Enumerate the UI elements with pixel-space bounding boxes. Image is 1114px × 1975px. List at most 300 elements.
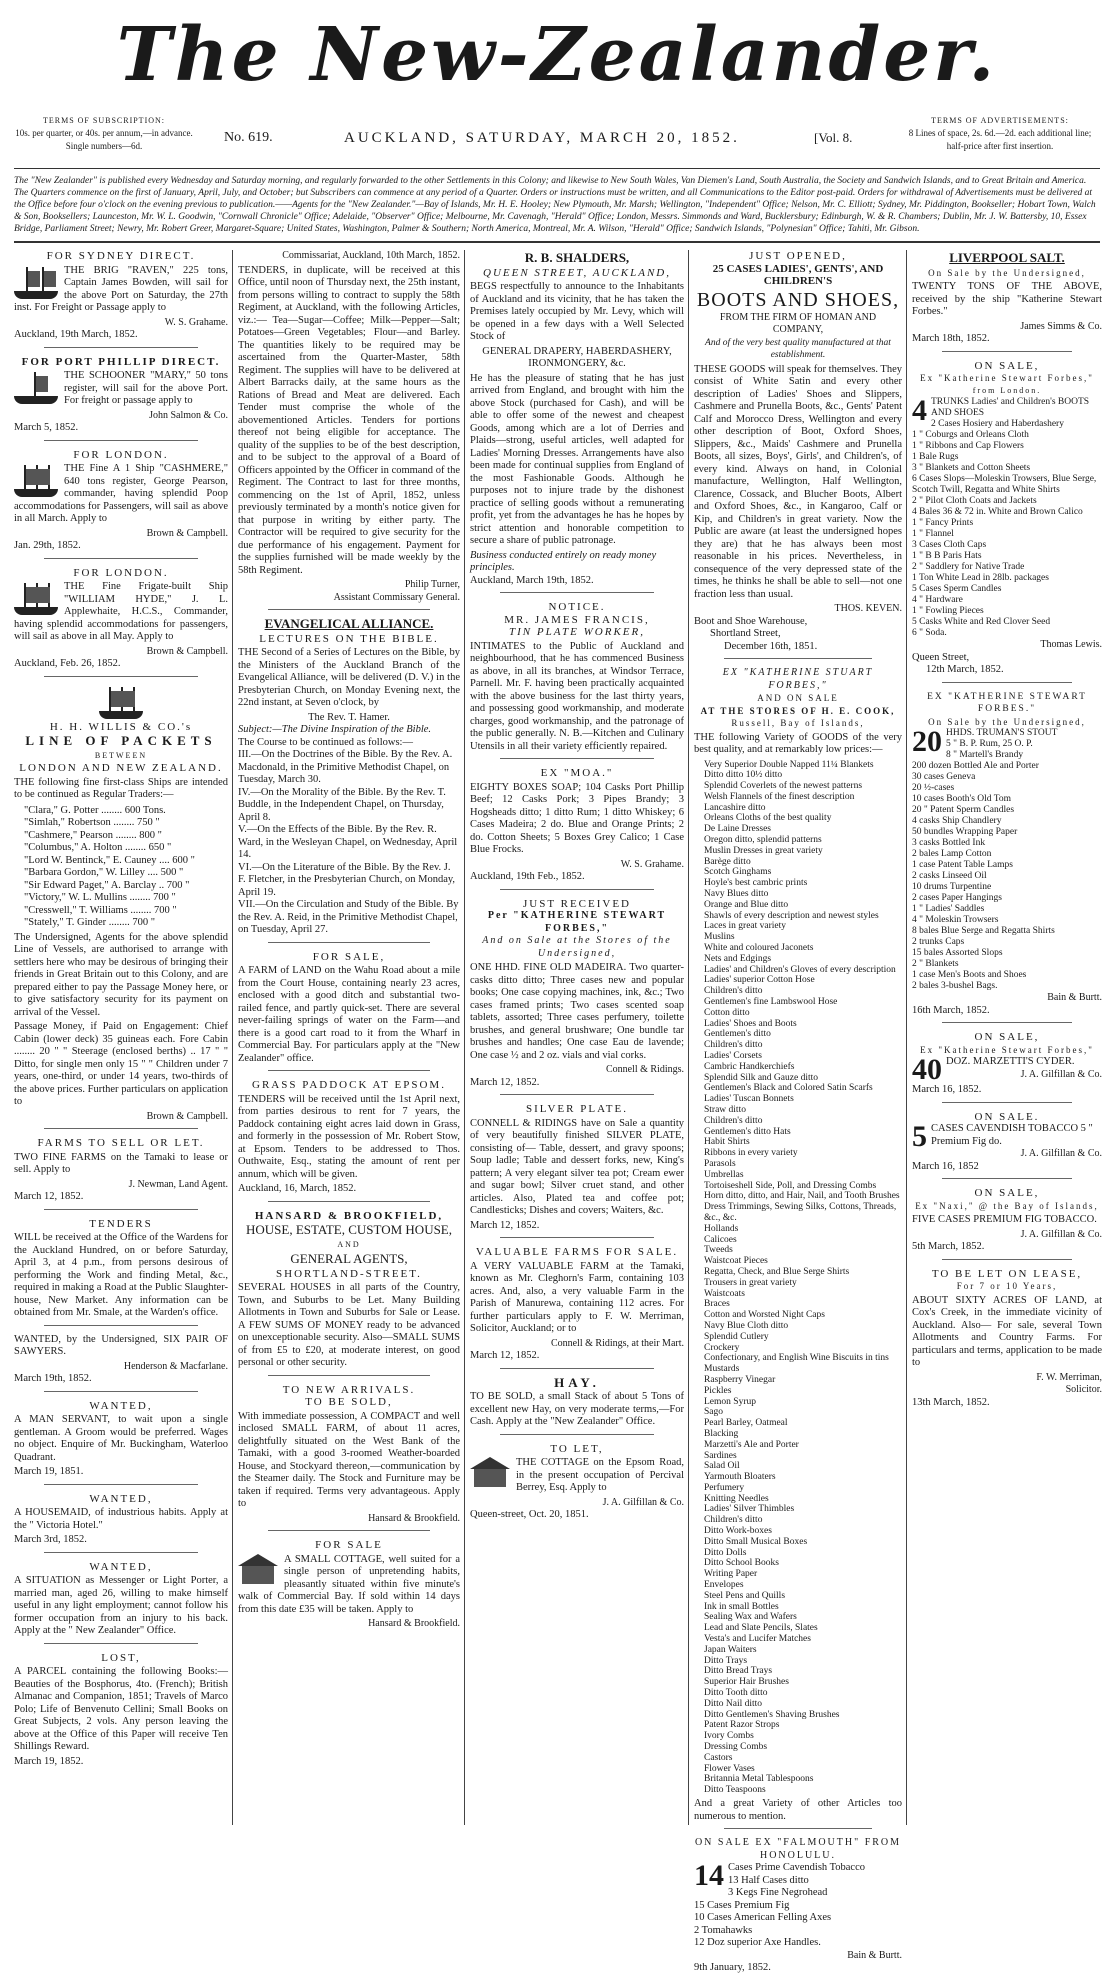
- ad-london-cashmere: [14, 449, 228, 559]
- ad-body: INTIMATES to the Public of Auckland and neighbourhood, that he has commenced Business as above, in all its branches, at Windsor Terrace, Parnell. Mr. F. having been practically acquainted with the above business for the last thirty years, and possessing good workmanship, and moderate charges, good workmanship, and the patronage of the public generally. N. B.—Kitchen and Culinary Utensils in all their variety efficiently repaired.: [470, 640, 684, 752]
- ad-subheading: Per "KATHERINE STEWART FORBES,": [487, 910, 667, 934]
- ad-london-william-hyde: [14, 567, 228, 677]
- list-item: Ditto Bread Trays: [704, 1666, 773, 1677]
- list-item: III.—On the Doctrines of the Bible. By the Rev. A. Macdonald, in the Primitive Methodist Chapel, on Tuesday, March 30.: [238, 749, 453, 785]
- ad-heading: JUST RECEIVED: [523, 897, 631, 910]
- ad-to-let: [470, 1443, 684, 1522]
- ad-date: Queen-street, Oct. 20, 1851.: [470, 1509, 589, 1520]
- list-item: Ditto Tooth ditto: [704, 1688, 768, 1699]
- list-item: 1 case Patent Table Lamps: [912, 860, 1013, 870]
- list-item: Trousers in great variety: [704, 1277, 797, 1288]
- list-item: Raspberry Vinegar: [704, 1374, 776, 1385]
- ad-date: March 19th, 1852.: [14, 1373, 92, 1384]
- list-item: 4 " Moleskin Trowsers: [912, 915, 999, 925]
- ad-body: BEGS respectfully to announce to the Inhabitants of Auckland and its vicinity, that he has taken the Premises lately occupied by Mr. Levy, which will be opened in a few days with a Well Selected Stock of: [470, 281, 684, 342]
- list-item: 1 " Flannel: [912, 529, 954, 539]
- ship-icon: [14, 370, 58, 404]
- ad-just-received: [470, 898, 684, 1096]
- ad-address: SHORTLAND-STREET.: [276, 1267, 422, 1280]
- list-item: Salad Oil: [704, 1461, 740, 1472]
- ad-body: A SITUATION as Messenger or Light Porter, a married man, aged 26, willing to make himself useful in any light employment; cannot follow his former occupation from an injury to his back. Apply at the " New Zealander" Office.: [14, 1575, 228, 1636]
- ad-heading: FOR SYDNEY DIRECT.: [46, 250, 196, 262]
- ad-body: WILL be received at the Office of the Wardens for the Auckland Hundred, on or before Saturday, April 3, at 4 p.m., from persons desirous of performing the Work and finding Metal, &c., required in making a Road at the Public Slaughter-house, New Market. Any information can be obtained from Mr. Smale, at the Warden's office.: [14, 1232, 228, 1318]
- list-item: Blacking: [704, 1428, 739, 1439]
- advertising-terms: [900, 114, 1100, 153]
- list-item: Ditto Gentlemen's Shaving Brushes: [704, 1709, 840, 1720]
- ad-trunks: [912, 360, 1102, 683]
- ad-heading: EVANGELICAL ALLIANCE.: [264, 616, 434, 631]
- ad-firm: FROM THE FIRM OF HOMAN AND COMPANY,: [719, 311, 877, 335]
- list-item: 50 bundles Wrapping Paper: [912, 827, 1018, 837]
- ad-date: Jan. 29th, 1852.: [14, 540, 81, 551]
- ad-date: 13th March, 1852.: [912, 1396, 990, 1408]
- list-item: Very Superior Double Napped 11¼ Blankets: [704, 759, 874, 770]
- ad-date: March 12, 1852.: [470, 1219, 540, 1231]
- cottage-icon: [470, 1457, 510, 1487]
- issue-info-bar: [14, 114, 1100, 162]
- ad-date: March 16, 1852.: [912, 1084, 982, 1095]
- list-item: 30 cases Geneva: [912, 772, 976, 782]
- ad-signature: Connell & Ridings.: [605, 1064, 684, 1075]
- list-item: Ladies' Silver Thimbles: [704, 1504, 795, 1515]
- ad-signature: J. A. Gilfillan & Co.: [1020, 1148, 1102, 1159]
- ad-subheading: TO BE SOLD,: [305, 1396, 393, 1408]
- ad-body: THE COTTAGE on the Epsom Road, in the present occupation of Percival Berrey, Esq. Apply to: [516, 1457, 684, 1493]
- ad-heading: ON SALE,: [974, 1187, 1040, 1199]
- list-item: Cotton ditto: [704, 1007, 750, 1018]
- list-item: Scotch Ginghams: [704, 867, 772, 878]
- list-item: Lemon Syrup: [704, 1396, 756, 1407]
- ad-body: DOZ. MARZETTI'S CYDER.: [946, 1056, 1075, 1067]
- list-item: De Laine Dresses: [704, 824, 772, 835]
- list-item: 1 case Men's Boots and Shoes: [912, 970, 1027, 980]
- ad-heading: H. H. WILLIS & CO.'s: [49, 720, 193, 733]
- list-item: Envelopes: [704, 1580, 744, 1591]
- ad-date: March 12, 1852.: [14, 1191, 84, 1202]
- ad-date: Auckland, 19th Feb., 1852.: [470, 871, 585, 882]
- list-item: Ditto Trays: [704, 1655, 748, 1666]
- ship-icon: [99, 685, 143, 719]
- ad-hay: [470, 1374, 684, 1435]
- ad-body: SEVERAL HOUSES in all parts of the Country, Town, and Suburbs to be Let. Many Building Allotments in Town and Suburbs for Sale or Lease. A FEW SUMS OF MONEY ready to be advanced on unexceptionable security. Also—SMALL SUMS of from £5 to £20, at moderate interest, on good personal or other security.: [238, 1282, 460, 1368]
- list-item: 20 " Patent Sperm Candles: [912, 805, 1015, 815]
- ad-headline: BOOTS AND SHOES,: [696, 288, 900, 311]
- list-item: Muslin Dresses in great variety: [704, 845, 823, 856]
- list-item: 13 Half Cases ditto: [728, 1874, 809, 1886]
- adv-rate: 8 Lines of space, 2s. 6d.—2d. each additional line;: [908, 128, 1092, 138]
- list-item: 2 bales 3-bushel Bags.: [912, 981, 998, 991]
- list-item: "Cresswell," T. Williams ........ 700 ": [24, 904, 177, 916]
- ad-address: Shortland Street,: [710, 628, 781, 639]
- list-item: Crockery: [704, 1342, 740, 1353]
- ad-stock: GENERAL DRAPERY, HABERDASHERY, IRONMONGERY, &c.: [482, 345, 672, 369]
- list-item: 2 " Saddlery for Native Trade: [912, 562, 1025, 572]
- list-item: Ivory Combs: [704, 1731, 754, 1742]
- ad-body: CONNELL & RIDINGS have on Sale a quantity of very beautifully finished SILVER PLATE, consisting of— Table, dessert, and gravy spoons; Soup ladle; Table and dessert forks, new, King's pattern; A very elegant silver tea pot; Cream ewer and sugar bowl; Silver cruet stand, and other articles. Also, Plated tea and coffee pot; Candlesticks; Dishes and covers; Waiters, &c.: [470, 1117, 684, 1216]
- ad-heading: FOR LONDON.: [73, 566, 169, 579]
- ad-stores: And on Sale at the Stores of the Undersigned,: [482, 935, 672, 959]
- ad-body: A HOUSEMAID, of industrious habits. Apply at the " Victoria Hotel.": [14, 1507, 228, 1531]
- list-item: Regatta, Check, and Blue Serge Shirts: [704, 1266, 850, 1277]
- ad-trade: TIN PLATE WORKER,: [509, 626, 645, 638]
- ad-heading: VALUABLE FARMS FOR SALE.: [475, 1246, 679, 1258]
- ad-signature: W. S. Grahame.: [620, 858, 684, 870]
- list-item: Hollands: [704, 1223, 739, 1234]
- list-item: Dressing Combs: [704, 1742, 768, 1753]
- list-item: Lead and Slate Pencils, Slates: [704, 1623, 818, 1634]
- ad-body: CASES CAVENDISH TOBACCO 5 " Premium Fig do.: [931, 1123, 1093, 1147]
- column-1: [14, 250, 228, 1825]
- list-item: Confectionary, and English Wine Biscuits in tins: [704, 1353, 889, 1364]
- ad-fig-tobacco: [912, 1187, 1102, 1260]
- list-item: "Sir Edward Paget," A. Barclay .. 700 ": [24, 879, 190, 891]
- ad-heading: ON SALE,: [974, 1031, 1040, 1043]
- ad-grass-paddock: [238, 1079, 460, 1202]
- ad-falmouth: [694, 1837, 902, 1975]
- list-item: Waistcoat Pieces: [704, 1256, 768, 1267]
- list-item: 2 " Blankets: [912, 959, 959, 969]
- trunk-list: [912, 394, 1102, 639]
- list-item: Gentlemen's ditto: [704, 1029, 771, 1040]
- ad-katherine-goods: [694, 667, 902, 1829]
- ad-body: ABOUT SIXTY ACRES OF LAND, at Cox's Creek, in the immediate vicinity of Auckland. Also— For sale, several Town Allotments and Country Farms. For particulars and terms, application to be made to: [912, 1294, 1102, 1368]
- list-item: "Columbus," A. Holton ........ 650 ": [24, 842, 172, 853]
- list-item: 20 ½-cases: [912, 783, 955, 793]
- ad-signature: F. W. Merriman,: [1036, 1371, 1102, 1383]
- ad-wanted-housemaid: [14, 1493, 228, 1553]
- terms-heading: TERMS OF SUBSCRIPTION:: [42, 116, 166, 125]
- dateline: AUCKLAND, SATURDAY, MARCH 20, 1852.: [344, 130, 740, 146]
- ad-body: WANTED, by the Undersigned, SIX PAIR OF SAWYERS.: [14, 1333, 228, 1357]
- list-item: Lancashire ditto: [704, 802, 766, 813]
- ad-heading: LOST,: [101, 1651, 141, 1664]
- ad-ex-moa: [470, 767, 684, 890]
- ad-body: A MAN SERVANT, to wait upon a single gentleman. A Groom would be preferred. Wages no object. Enquire of Mr. Buckingham, Waterloo Quadrant.: [14, 1414, 228, 1463]
- list-item: 5 Cases Sperm Candles: [912, 584, 1002, 594]
- list-item: Orange and Blue ditto: [704, 899, 789, 910]
- ad-body: A SMALL COTTAGE, well suited for a single person of unpretending habits, pleasantly situated within five minute's walk of Commercial Bay. If sold within 14 days from this date £35 will be taken. Apply to: [238, 1553, 460, 1615]
- list-item: 4 casks Ship Chandlery: [912, 816, 1002, 826]
- list-item: Umbrellas: [704, 1169, 744, 1180]
- list-item: 2 cases Paper Hangings: [912, 893, 1002, 903]
- ad-body: THE following fine first-class Ships are intended to be continued as Regular Traders:—: [14, 776, 228, 800]
- ad-heading: FARMS TO SELL OR LET.: [37, 1137, 205, 1149]
- list-item: Dress Trimmings, Sewing Silks, Cottons, Threads, &c., &c.: [704, 1202, 897, 1223]
- ad-date: December 16th, 1851.: [724, 640, 818, 652]
- list-item: Ladies' superior Cotton Hose: [704, 975, 815, 986]
- ad-date: 12th March, 1852.: [926, 664, 1004, 675]
- column-rule: [906, 250, 907, 1825]
- list-item: Ladies' Shoes and Boots: [704, 1018, 797, 1029]
- list-item: V.—On the Effects of the Bible. By the Rev. R. Ward, in the Wesleyan Chapel, on Wednesday, April 14.: [238, 824, 458, 860]
- ad-signature-title: Solicitor.: [1065, 1384, 1102, 1395]
- ad-body: THE Fine A 1 Ship "CASHMERE," 640 tons register, George Pearson, commander, having splendid Poop accommodations for Passengers, will sail as above in all March. Apply to: [14, 463, 228, 524]
- ad-signature: Bain & Burtt.: [847, 1949, 902, 1961]
- ad-cavendish: [912, 1111, 1102, 1180]
- ad-subheading: HOUSE, ESTATE, CUSTOM HOUSE,: [245, 1222, 452, 1237]
- list-item: 15 Cases Premium Fig: [694, 1899, 790, 1911]
- ad-signature-title: Assistant Commissary General.: [333, 591, 460, 603]
- ad-subheading: QUEEN STREET, AUCKLAND,: [483, 266, 671, 279]
- ad-body: He has the pleasure of stating that he has just arrived from England, and brought with him the above Stock (purchased for Cash), and will be able to offer some of the newest and cheapest Goods, among which are a lot of Derries and Plaids—strong, useful articles, well adapted for Ladies' Morning Dresses. Arrangements have also been made for continual supplies from England of the most Fashionable Goods. Although he purposes not to injure trade by the dishonest practice of selling goods without a remunerating profit, yet from the advantages he has he hopes by strict attention and honorable competition to secure a share of public patronage.: [470, 372, 684, 546]
- list-item: Sardines: [704, 1450, 737, 1461]
- ad-signature: Henderson & Macfarlane.: [123, 1360, 228, 1372]
- column-rule: [232, 250, 233, 1825]
- subscription-terms: [14, 114, 194, 153]
- adv-heading: TERMS OF ADVERTISEMENTS:: [931, 116, 1069, 125]
- ad-new-arrivals: [238, 1384, 460, 1532]
- ad-heading: GRASS PADDOCK AT EPSOM.: [252, 1079, 446, 1091]
- ad-body: TENDERS will be received until the 1st April next, from parties desirous to rent for 7 years, the Paddock containing eight acres laid down in Grass, and formerly in the possession of Mr. Robert Stow, at Epsom. Tenders to be addressed to Thos. Outhwaite, Esq., stating the amount of rent per annum, which will be given.: [238, 1093, 460, 1180]
- ship-icon: [14, 463, 58, 497]
- ad-small-cottage: [238, 1539, 460, 1631]
- list-item: Steel Pens and Quills: [704, 1590, 786, 1601]
- ad-signature: Hansard & Brookfield.: [368, 1618, 460, 1629]
- ad-wanted-servant: [14, 1400, 228, 1485]
- list-item: Gentlemen's fine Lambswool Hose: [704, 997, 838, 1008]
- ad-signature: Thomas Lewis.: [1040, 639, 1102, 650]
- list-item: Ladies' Corsets: [704, 1051, 762, 1062]
- ad-valuable-farms: [470, 1246, 684, 1369]
- ad-tenders: [14, 1218, 228, 1326]
- ad-signature: J. A. Gilfillan & Co.: [1020, 1228, 1102, 1240]
- terms-single: Single numbers—6d.: [65, 141, 143, 151]
- list-item: 6 " Soda.: [912, 628, 947, 638]
- ad-date: Auckland, March 19th, 1852.: [470, 574, 594, 586]
- list-item: 10 cases Booth's Old Tom: [912, 794, 1012, 804]
- ad-quantity: 5: [912, 1120, 927, 1153]
- ad-signature: THOS. KEVEN.: [834, 603, 902, 614]
- list-item: 4 " Hardware: [912, 595, 963, 605]
- ad-signature: J. Newman, Land Agent.: [128, 1178, 228, 1190]
- list-item: Ditto Dolls: [704, 1547, 747, 1558]
- list-item: Castors: [704, 1752, 733, 1763]
- ship-icon: [14, 581, 58, 615]
- list-item: Pickles: [704, 1385, 732, 1396]
- ad-between: BETWEEN: [94, 750, 148, 760]
- list-item: 3 casks Bottled Ink: [912, 838, 986, 848]
- list-item: HHDS. TRUMAN'S STOUT: [946, 728, 1058, 738]
- ad-body: TENDERS, in duplicate, will be received at this Office, until noon of Thursday next, the 25th instant, from persons willing to contract to supply the 58th Regiment, at Auckland, with the following Articles, viz.:— Tea—Sugar—Coffee; Milk—Pepper—Salt; Potatoes—Green Vegetables; Flour—and Barley. The quantities likely to be required may be ascertained from the Quarter-Master, 58th Regiment. The supplies will have to be delivered at Albert Barracks daily, at the same hours as the Rations of Bread and Meat are delivered. Each Tender must comprise the whole of the abovementioned Articles. Tenders for portions thereof not being eligible for acceptance. The quality of the supplies to be of the best description, and to be subject to the approval of a Board of Officers appointed by the Officer in command of the Regiment. The Contract to last for three months, commencing on the 1st of April, 1852, unless previously terminated by a month's notice given for that purpose in writing by either party. The Contractor will be required to give security for the due performance of his engagement. Payment for the supplies furnished will be made weekly by the 58th Regiment.: [238, 264, 460, 576]
- list-item: Splendid Coverlets of the newest patterns: [704, 781, 863, 792]
- list-item: 1 Ton White Lead in 28lb. packages: [912, 573, 1049, 583]
- list-item: 5 " B. P. Rum, 25 O. P.: [946, 739, 1033, 749]
- ad-just-opened: JUST OPENED,: [749, 250, 847, 262]
- ad-date: Auckland, Feb. 26, 1852.: [14, 658, 121, 669]
- list-item: Sealing Wax and Wafers: [704, 1612, 797, 1623]
- list-item: Horn ditto, ditto, and Hair, Nail, and Tooth Brushes: [704, 1191, 900, 1202]
- ad-signature: Hansard & Brookfield.: [368, 1512, 460, 1524]
- terms-price: 10s. per quarter, or 40s. per annum,—in advance.: [15, 128, 193, 138]
- issue-number: No. 619.: [224, 130, 273, 145]
- ad-quantity: 20: [912, 725, 942, 758]
- ad-subheading: Ex "Naxi," @ the Bay of Islands,: [915, 1200, 1099, 1211]
- ad-quality: And of the very best quality manufactured at that establishment.: [705, 337, 891, 360]
- ad-date: March 3rd, 1852.: [14, 1534, 87, 1545]
- newspaper-title: The New-Zealander.: [116, 12, 998, 98]
- list-item: "Barbara Gordon," W. Lilley .... 500 ": [24, 867, 184, 878]
- list-item: Japan Waiters: [704, 1644, 757, 1655]
- ad-address: Boot and Shoe Warehouse,: [694, 615, 808, 627]
- list-item: Ink in small Bottles: [704, 1601, 779, 1612]
- ad-marzetti: [912, 1031, 1102, 1103]
- ad-shalders: [470, 252, 684, 593]
- publication-notice: The "New Zealander" is published every Wednesday and Saturday morning, and regularly forwarded to the other Settlements in this Colony; and likewise to New South Wales, Van Diemen's Land, South Australia, the Society and Sandwich Islands, and to Great Britain and America. The Quarters commence on the first of January, April, July, and October; but Subscribers can commence at any period of a Quarter. Orders or instructions must be written, and all Communications to the Editor post-paid. Orders for withdrawal of Advertisements must be delivered at the Office before four o'clock on the evening previous to publication.——Agents for the "New Zealander."—Bay of Islands, Mr. H. E. Hooley; New Plymouth, Mr. Marsh; Wellington, "Independent" Office; Nelson, Mr. C. Elliott; Sydney, Mr. Piddington, Bookseller; Hobart Town, Walch & Son, Booksellers; Launceston, Mr. W. L. Goodwin, "Cornwall Chronicle" Office; Adelaide, "Observer" Office; Melbourne, Mr. Cavenagh, "Herald" Office; London, Messrs. Simmonds and Ward, Bucklersbury; Edinburgh, W. & R. Chambers; Dublin, Mr. J. W. Battersby, 10, Essex Bridge, Parliament Street; Newry, Mr. Robert Greer, Margaret-Square; United States, Washington, Palmer & Southern; North America, Montreal, Mr. A. Wilson, "Herald" Office; Sandwich Islands, "Polynesian" Office; Tahiti, Mr. Gibson.: [14, 168, 1100, 243]
- list-item: Tweeds: [704, 1245, 733, 1256]
- ad-body: THE Fine Frigate-built Ship "WILLIAM HYDE," J. L. Applewhaite, H.C.S., Commander, having splendid accommodations for passengers, will sail as above in all May. Apply to: [14, 581, 228, 642]
- ad-heading: NOTICE.: [548, 601, 606, 613]
- column-rule: [464, 250, 465, 1825]
- column-5: [912, 250, 1102, 1825]
- ad-subheading: AND ON SALE: [757, 693, 839, 703]
- ad-body: TWO FINE FARMS on the Tamaki to lease or sell. Apply to: [14, 1151, 228, 1175]
- ad-heading: ON SALE EX "FALMOUTH" FROM HONOLULU.: [694, 1837, 902, 1861]
- list-item: Ditto Teaspoons: [704, 1785, 766, 1796]
- ad-date: Auckland, 19th March, 1852.: [14, 329, 138, 340]
- ad-subheading: For 7 or 10 Years,: [956, 1281, 1058, 1291]
- ad-subheading: On Sale by the Undersigned,: [928, 267, 1086, 278]
- ship-icon: [14, 265, 58, 299]
- ad-heading: LIVERPOOL SALT.: [949, 250, 1065, 265]
- list-item: Superior Hair Brushes: [704, 1677, 789, 1688]
- list-item: Patent Razor Strops: [704, 1720, 780, 1731]
- list-item: "Stately," T. Ginder ........ 700 ": [24, 917, 156, 928]
- ad-body: A FARM of LAND on the Wahu Road about a mile from the Court House, containing nearly 23 acres, enclosed with a good ditch and substantial two-railed fence, and partly quick-set. There are several never-failing springs of water on the Farm—and there is a good cart road to it from the Wharf in Commercial Bay. For particulars apply at the "New Zealander" office.: [238, 965, 460, 1064]
- list-item: Children's ditto: [704, 986, 763, 997]
- ad-heading: R. B. SHALDERS,: [524, 250, 630, 265]
- list-item: "Clara," G. Potter ........ 600 Tons.: [24, 804, 166, 816]
- ad-commissariat-tenders: [238, 250, 460, 610]
- list-item: Oregon ditto, splendid patterns: [704, 835, 822, 846]
- ad-body: A VERY VALUABLE FARM at the Tamaki, known as Mr. Cleghorn's Farm, containing 103 acres. And, also, a very valuable Farm in the Parish of Manurewa, containing 112 acres. For further particulars apply to F. W. Merriman, Solicitor, Auckland; or to: [470, 1260, 684, 1334]
- ad-date: 9th January, 1852.: [694, 1962, 771, 1973]
- list-item: 1 " Ribbons and Cap Flowers: [912, 441, 1024, 451]
- column-4: [694, 250, 902, 1973]
- list-item: Laces in great variety: [704, 921, 787, 932]
- ad-heading: EX "MOA.": [540, 767, 614, 779]
- list-item: Tortoiseshell Side, Poll, and Dressing Combs: [704, 1180, 877, 1191]
- ad-heading: WANTED,: [89, 1560, 153, 1573]
- list-item: 10 Cases American Felling Axes: [694, 1912, 832, 1923]
- ad-heading: ON SALE,: [974, 359, 1040, 372]
- ad-signature: James Simms & Co.: [1020, 320, 1102, 332]
- list-item: Ditto School Books: [704, 1558, 779, 1569]
- ad-and: AND: [337, 1239, 361, 1249]
- list-item: Ladies' Tuscan Bonnets: [704, 1094, 794, 1105]
- ad-date: March 12, 1852.: [470, 1350, 540, 1361]
- ad-subheading: LECTURES ON THE BIBLE.: [259, 632, 439, 645]
- ad-heading: ON SALE.: [974, 1110, 1040, 1123]
- list-item: 1 Bale Rugs: [912, 452, 959, 462]
- list-item: Children's ditto: [704, 1040, 763, 1051]
- ad-silver-plate: [470, 1103, 684, 1238]
- list-item: Yarmouth Bloaters: [704, 1472, 776, 1483]
- list-item: 5 Casks White and Red Clover Seed: [912, 617, 1051, 627]
- ship-list: [24, 805, 228, 930]
- ad-heading: TO NEW ARRIVALS.: [282, 1383, 416, 1396]
- ad-heading: TO LET,: [550, 1442, 604, 1455]
- list-item: Habit Shirts: [704, 1137, 750, 1148]
- ad-heading: HANSARD & BROOKFIELD,: [254, 1209, 444, 1222]
- ad-farms: [14, 1137, 228, 1210]
- list-item: Gentlemen's Black and Colored Satin Scarfs: [704, 1083, 873, 1094]
- ad-heading: EX "KATHERINE STEWART FORBES.": [927, 691, 1087, 714]
- ad-lease: [912, 1268, 1102, 1410]
- ad-signature: Connell & Ridings, at their Mart.: [550, 1337, 684, 1349]
- ad-port-phillip: [14, 356, 228, 441]
- ad-course: The Course to be continued as follows:—: [238, 736, 413, 748]
- list-item: Britannia Metal Tablespoons: [704, 1774, 814, 1785]
- list-item: Mustards: [704, 1364, 740, 1375]
- list-item: Navy Blue Cloth ditto: [704, 1320, 789, 1331]
- list-item: Ladies' and Children's Gloves of every description: [704, 964, 896, 975]
- list-item: 3 Cases Cloth Caps: [912, 540, 987, 550]
- ad-note: Business conducted entirely on ready money principles.: [470, 549, 657, 573]
- cottage-icon: [238, 1554, 278, 1584]
- list-item: Perfumery: [704, 1482, 745, 1493]
- list-item: TRUNKS Ladies' and Children's BOOTS AND SHOES: [931, 397, 1090, 418]
- ad-dateline: Commissariat, Auckland, 10th March, 1852.: [282, 250, 460, 261]
- ad-date: Auckland, 16, March, 1852.: [238, 1183, 357, 1194]
- list-item: Hoyle's best cambric prints: [704, 878, 808, 889]
- ad-body: A PARCEL containing the following Books:— Beauties of the Bosphorus, 4to. (French); British Almanac and Companion, 1851; Travels of Marco Polo; Life of Benvenuto Cellini; Small Books on Great Subjects, 2 vols. Any person leaving the above at the Office of this Paper will receive Ten Shillings Reward.: [14, 1666, 228, 1752]
- ad-subject: Subject:—The Divine Inspiration of the Bible.: [238, 724, 432, 735]
- list-item: Cambric Handkerchiefs: [704, 1061, 795, 1072]
- ad-signature: Philip Turner,: [404, 579, 460, 590]
- list-item: Ditto ditto 10½ ditto: [704, 770, 783, 781]
- list-item: 2 " Pilot Cloth Coats and Jackets: [912, 496, 1037, 506]
- ad-body: THE BRIG "RAVEN," 225 tons, Captain James Bowden, will sail for the above Port on Saturday, the 27th inst. For Freight or Passage apply to: [14, 264, 228, 313]
- list-item: Writing Paper: [704, 1569, 758, 1580]
- ad-body: ONE HHD. FINE OLD MADEIRA. Two quarter-casks ditto ditto; Three cases new and popular books; One case copying machines, ink, &c.; Two cases framed prints; Two cases scented soap tablets, assorted; Three cases perfumery, toilette brushes, and general brushware; One bundle tar brushes and handles; One case Eau de lavende; One case ½ and 2 oz. vials and vial corks.: [470, 962, 684, 1061]
- ad-signature: Brown & Campbell.: [146, 645, 228, 657]
- list-item: Navy Blues ditto: [704, 889, 769, 900]
- ad-body: THE following Variety of GOODS of the very best quality, and at remarkably low prices:—: [694, 731, 902, 755]
- list-item: Nets and Edgings: [704, 953, 772, 964]
- ad-date: March 19, 1852.: [14, 1755, 84, 1767]
- ad-subheading: GENERAL AGENTS,: [290, 1251, 408, 1266]
- ad-date: 16th March, 1852.: [912, 1004, 990, 1016]
- ad-heading: FOR LONDON.: [73, 448, 169, 461]
- ad-stores: AT THE STORES OF H. E. COOK,: [700, 705, 896, 716]
- ad-date: 5th March, 1852.: [912, 1241, 985, 1252]
- list-item: 1 " Fowling Pieces: [912, 606, 984, 616]
- ad-subheading: Ex "Katherine Stewart Forbes,": [920, 373, 1094, 383]
- ad-willis-packets: [14, 685, 228, 1130]
- list-item: 200 dozen Bottled Ale and Porter: [912, 761, 1039, 771]
- ad-route: LONDON AND NEW ZEALAND.: [19, 762, 223, 774]
- list-item: 1 " Ladies' Saddles: [912, 904, 985, 914]
- ad-liverpool-salt: [912, 252, 1102, 352]
- list-item: Ribbons in every variety: [704, 1148, 798, 1159]
- list-item: Flower Vases: [704, 1763, 755, 1774]
- ad-quantity: 4: [912, 394, 927, 427]
- list-item: Ditto Nail ditto: [704, 1698, 763, 1709]
- ad-heading: EX "KATHERINE STUART FORBES,": [722, 667, 874, 691]
- list-item: Orleans Cloths of the best quality: [704, 813, 832, 824]
- list-item: 6 Cases Slops—Moleskin Trowsers, Blue Serge, Scotch Twill, Regatta and White Shirts: [912, 474, 1097, 495]
- list-item: 15 bales Assorted Slops: [912, 948, 1003, 958]
- ad-date: March 18th, 1852.: [912, 333, 990, 344]
- ad-body: THE Second of a Series of Lectures on the Bible, by the Ministers of the Auckland Branch of the Evangelical Alliance, will be delivered (D. V.) in the Presbyterian Church, on Monday Evening next, the 22nd instant, at Seven o'clock, by: [238, 647, 460, 708]
- ad-signature: J. A. Gilfillan & Co.: [602, 1496, 684, 1508]
- ad-heading: TENDERS: [89, 1217, 153, 1230]
- list-item: Barège ditto: [704, 856, 751, 867]
- list-item: 2 Cases Hosiery and Haberdashery: [931, 419, 1064, 429]
- ad-subheading: On Sale by the Undersigned,: [928, 716, 1086, 727]
- list-item: 10 drums Turpentine: [912, 882, 992, 892]
- list-item: Knitting Needles: [704, 1493, 769, 1504]
